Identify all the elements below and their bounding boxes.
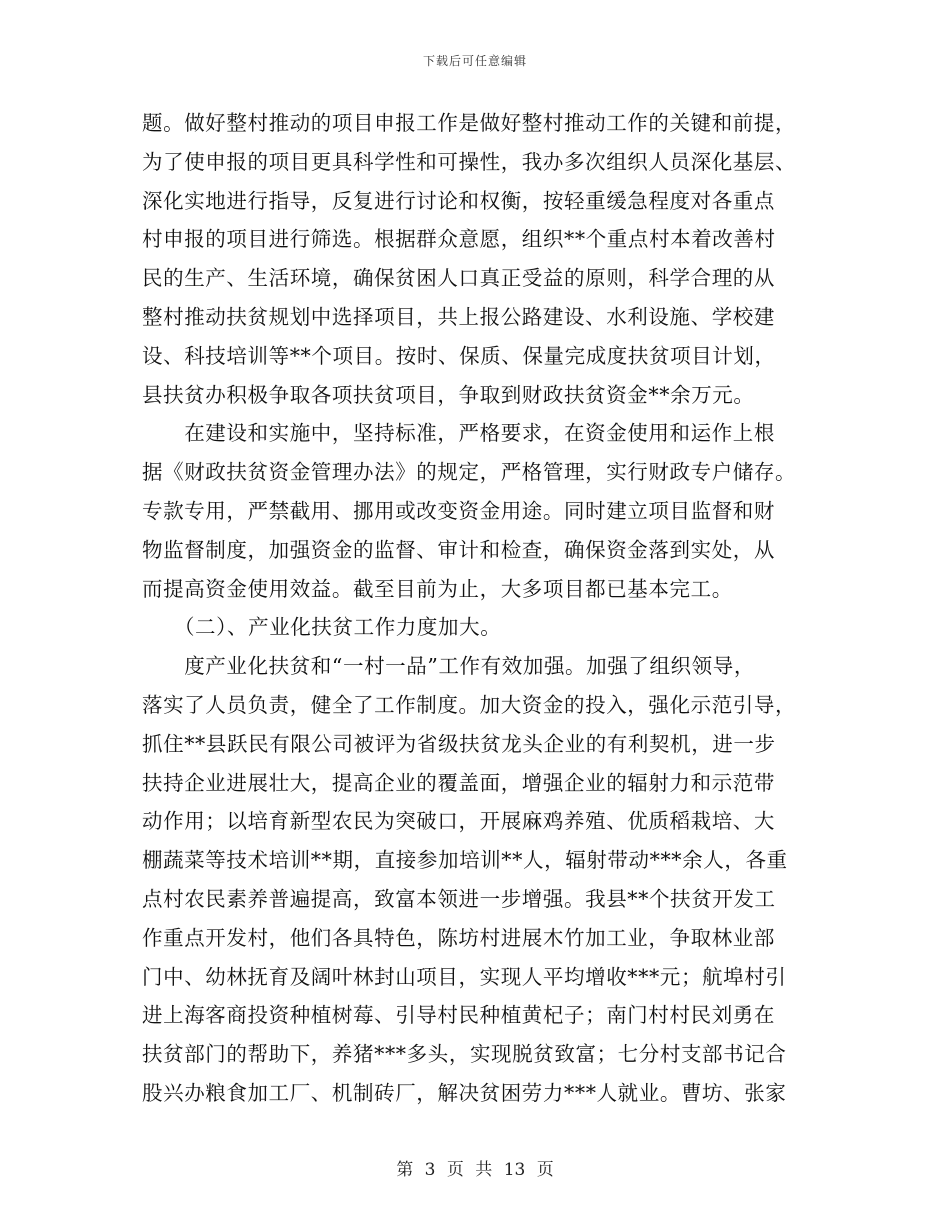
- text-line: 民的生产、生活环境，确保贫困人口真正受益的原则，科学合理的从: [142, 266, 775, 291]
- text-line: 深化实地进行指导，反复进行讨论和权衡，按轻重缓急程度对各重点: [142, 188, 775, 213]
- text-line: 棚蔬菜等技术培训**期，直接参加培训**人，辐射带动***余人，各重: [142, 848, 788, 873]
- text-line: 度产业化扶贫和“一村一品”工作有效加强。加强了组织领导，: [142, 654, 755, 679]
- page-header: 下载后可任意编辑: [422, 54, 527, 68]
- section-heading: （二）、产业化扶贫工作力度加大。: [142, 615, 502, 640]
- text-line: 进上海客商投资种植树莓、引导村民种植黄杞子；南门村村民刘勇在: [142, 1003, 775, 1028]
- text-line: 扶持企业进展壮大，提高企业的覆盖面，增强企业的辐射力和示范带: [142, 770, 775, 795]
- text-line: 县扶贫办积极争取各项扶贫项目，争取到财政扶贫资金**余万元。: [142, 382, 755, 407]
- page-number-footer: 第 3 页 共 13 页: [396, 1160, 554, 1180]
- text-line: 点村农民素养普遍提高，致富本领进一步增强。我县**个扶贫开发工: [142, 886, 776, 911]
- text-line: 门中、幼林抚育及阔叶林封山项目，实现人平均增收***元；航埠村引: [142, 964, 787, 989]
- text-line: 而提高资金使用效益。截至目前为止，大多项目都已基本完工。: [142, 576, 733, 601]
- text-line: 扶贫部门的帮助下，养猪***多头，实现脱贫致富；七分村支部书记合: [142, 1042, 787, 1067]
- text-line: 股兴办粮食加工厂、机制砖厂，解决贫困劳力***人就业。曹坊、张家: [142, 1080, 787, 1105]
- text-line: 为了使申报的项目更具科学性和可操性，我办多次组织人员深化基层、: [142, 149, 797, 174]
- text-line: 动作用；以培育新型农民为突破口，开展麻鸡养殖、优质稻栽培、大: [142, 809, 775, 834]
- text-line: 物监督制度，加强资金的监督、审计和检查，确保资金落到实处，从: [142, 537, 775, 562]
- text-line: 抓住**县跃民有限公司被评为省级扶贫龙头企业的有利契机，进一步: [142, 731, 776, 756]
- document-body: [142, 104, 822, 1113]
- text-line: 村申报的项目进行筛选。根据群众意愿，组织**个重点村本着改善村: [142, 227, 776, 252]
- text-line: 设、科技培训等**个项目。按时、保质、保量完成度扶贫项目计划，: [142, 343, 776, 368]
- text-line: 作重点开发村，他们各具特色，陈坊村进展木竹加工业，争取林业部: [142, 925, 775, 950]
- text-line: 在建设和实施中，坚持标准，严格要求，在资金使用和运作上根: [142, 421, 775, 446]
- text-line: 专款专用，严禁截用、挪用或改变资金用途。同时建立项目监督和财: [142, 498, 775, 523]
- text-line: 落实了人员负责，健全了工作制度。加大资金的投入，强化示范引导，: [142, 692, 797, 717]
- text-line: 题。做好整村推动的项目申报工作是做好整村推动工作的关键和前提，: [142, 111, 797, 135]
- text-line: 整村推动扶贫规划中选择项目，共上报公路建设、水利设施、学校建: [142, 304, 775, 329]
- text-line: 据《财政扶贫资金管理办法》的规定，严格管理，实行财政专户储存。: [142, 460, 797, 485]
